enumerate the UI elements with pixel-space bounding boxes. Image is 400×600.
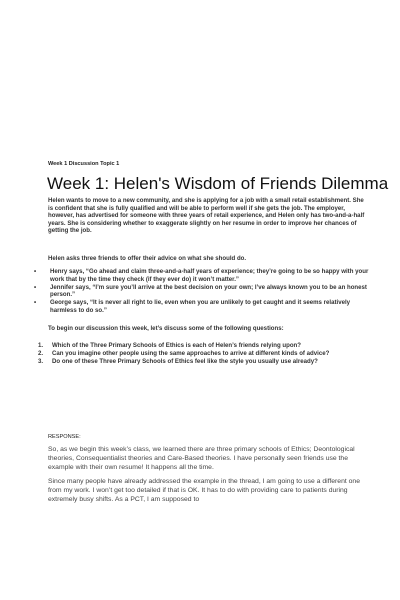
list-item-text: George says, “It is never all right to lie, even when you are unlikely to get caught and it seems relatively harmless to do so.” [50,299,351,314]
question-number: 3. [38,357,44,365]
list-item [38,350,370,358]
list-item [34,299,372,314]
list-item-text: Jennifer says, “I’m sure you’ll arrive at the best decision on your own; I’ve always known you to be an honest person.” [50,283,367,299]
questions-list [38,342,370,366]
bullet-icon: • [34,283,37,291]
list-item [38,342,370,350]
question-text: Do one of these Three Primary Schools of Ethics feel like the style you usually use already? [52,357,318,365]
bullet-icon: • [34,299,37,307]
list-item [34,283,372,299]
doc-small-title: Week 1 Discussion Topic 1 [48,161,120,167]
question-number: 2. [38,349,44,357]
list-item [34,268,372,283]
question-text: Which of the Three Primary Schools of Ethics is each of Helen’s friends relying upon? [52,342,301,349]
doc-title: Week 1: Helen's Wisdom of Friends Dilemma [47,174,389,193]
intro-paragraph: Helen wants to move to a new community, and she is applying for a job with a small retail establishment. She is confident that she is fully qualified and will be able to perform well if she gets the job. The employer, however, has advertised for someone with three years of retail experience, and Helen only has two-and-a-half years. She is considering whether to exaggerate slightly on her resume in order to improve her chances of getting the job. [48,197,365,234]
questions-intro: To begin our discussion this week, let’s discuss some of the following questions: [48,325,284,332]
question-text: Can you imagine other people using the same approaches to arrive at different kinds of advice? [52,349,330,357]
asks-paragraph: Helen asks three friends to offer their advice on what she should do. [48,255,247,262]
response-label: RESPONSE: [48,434,81,440]
list-item [38,358,370,366]
response-paragraph: So, as we begin this week’s class, we learned there are three primary schools of Ethics; Deontological theories, Consequentialist theories and Care-Based theories. I have personally seen friends use the example with their own resume! It happens all the time. [48,446,355,471]
bullet-icon: • [34,268,37,275]
list-item-text: Henry says, “Go ahead and claim three-and-a-half years of experience; they’re going to be so happy with your work that by the time they check (if they ever do) it won’t matter.” [50,268,369,283]
question-number: 1. [38,342,44,349]
friends-advice-list [34,268,372,315]
response-paragraph: Since many people have already addressed the example in the thread, I am going to use a different one from my work. I won’t get too detailed if that is OK. It has to do with providing care to patients during extremely busy shifts. As a PCT, I am supposed to [48,478,360,503]
